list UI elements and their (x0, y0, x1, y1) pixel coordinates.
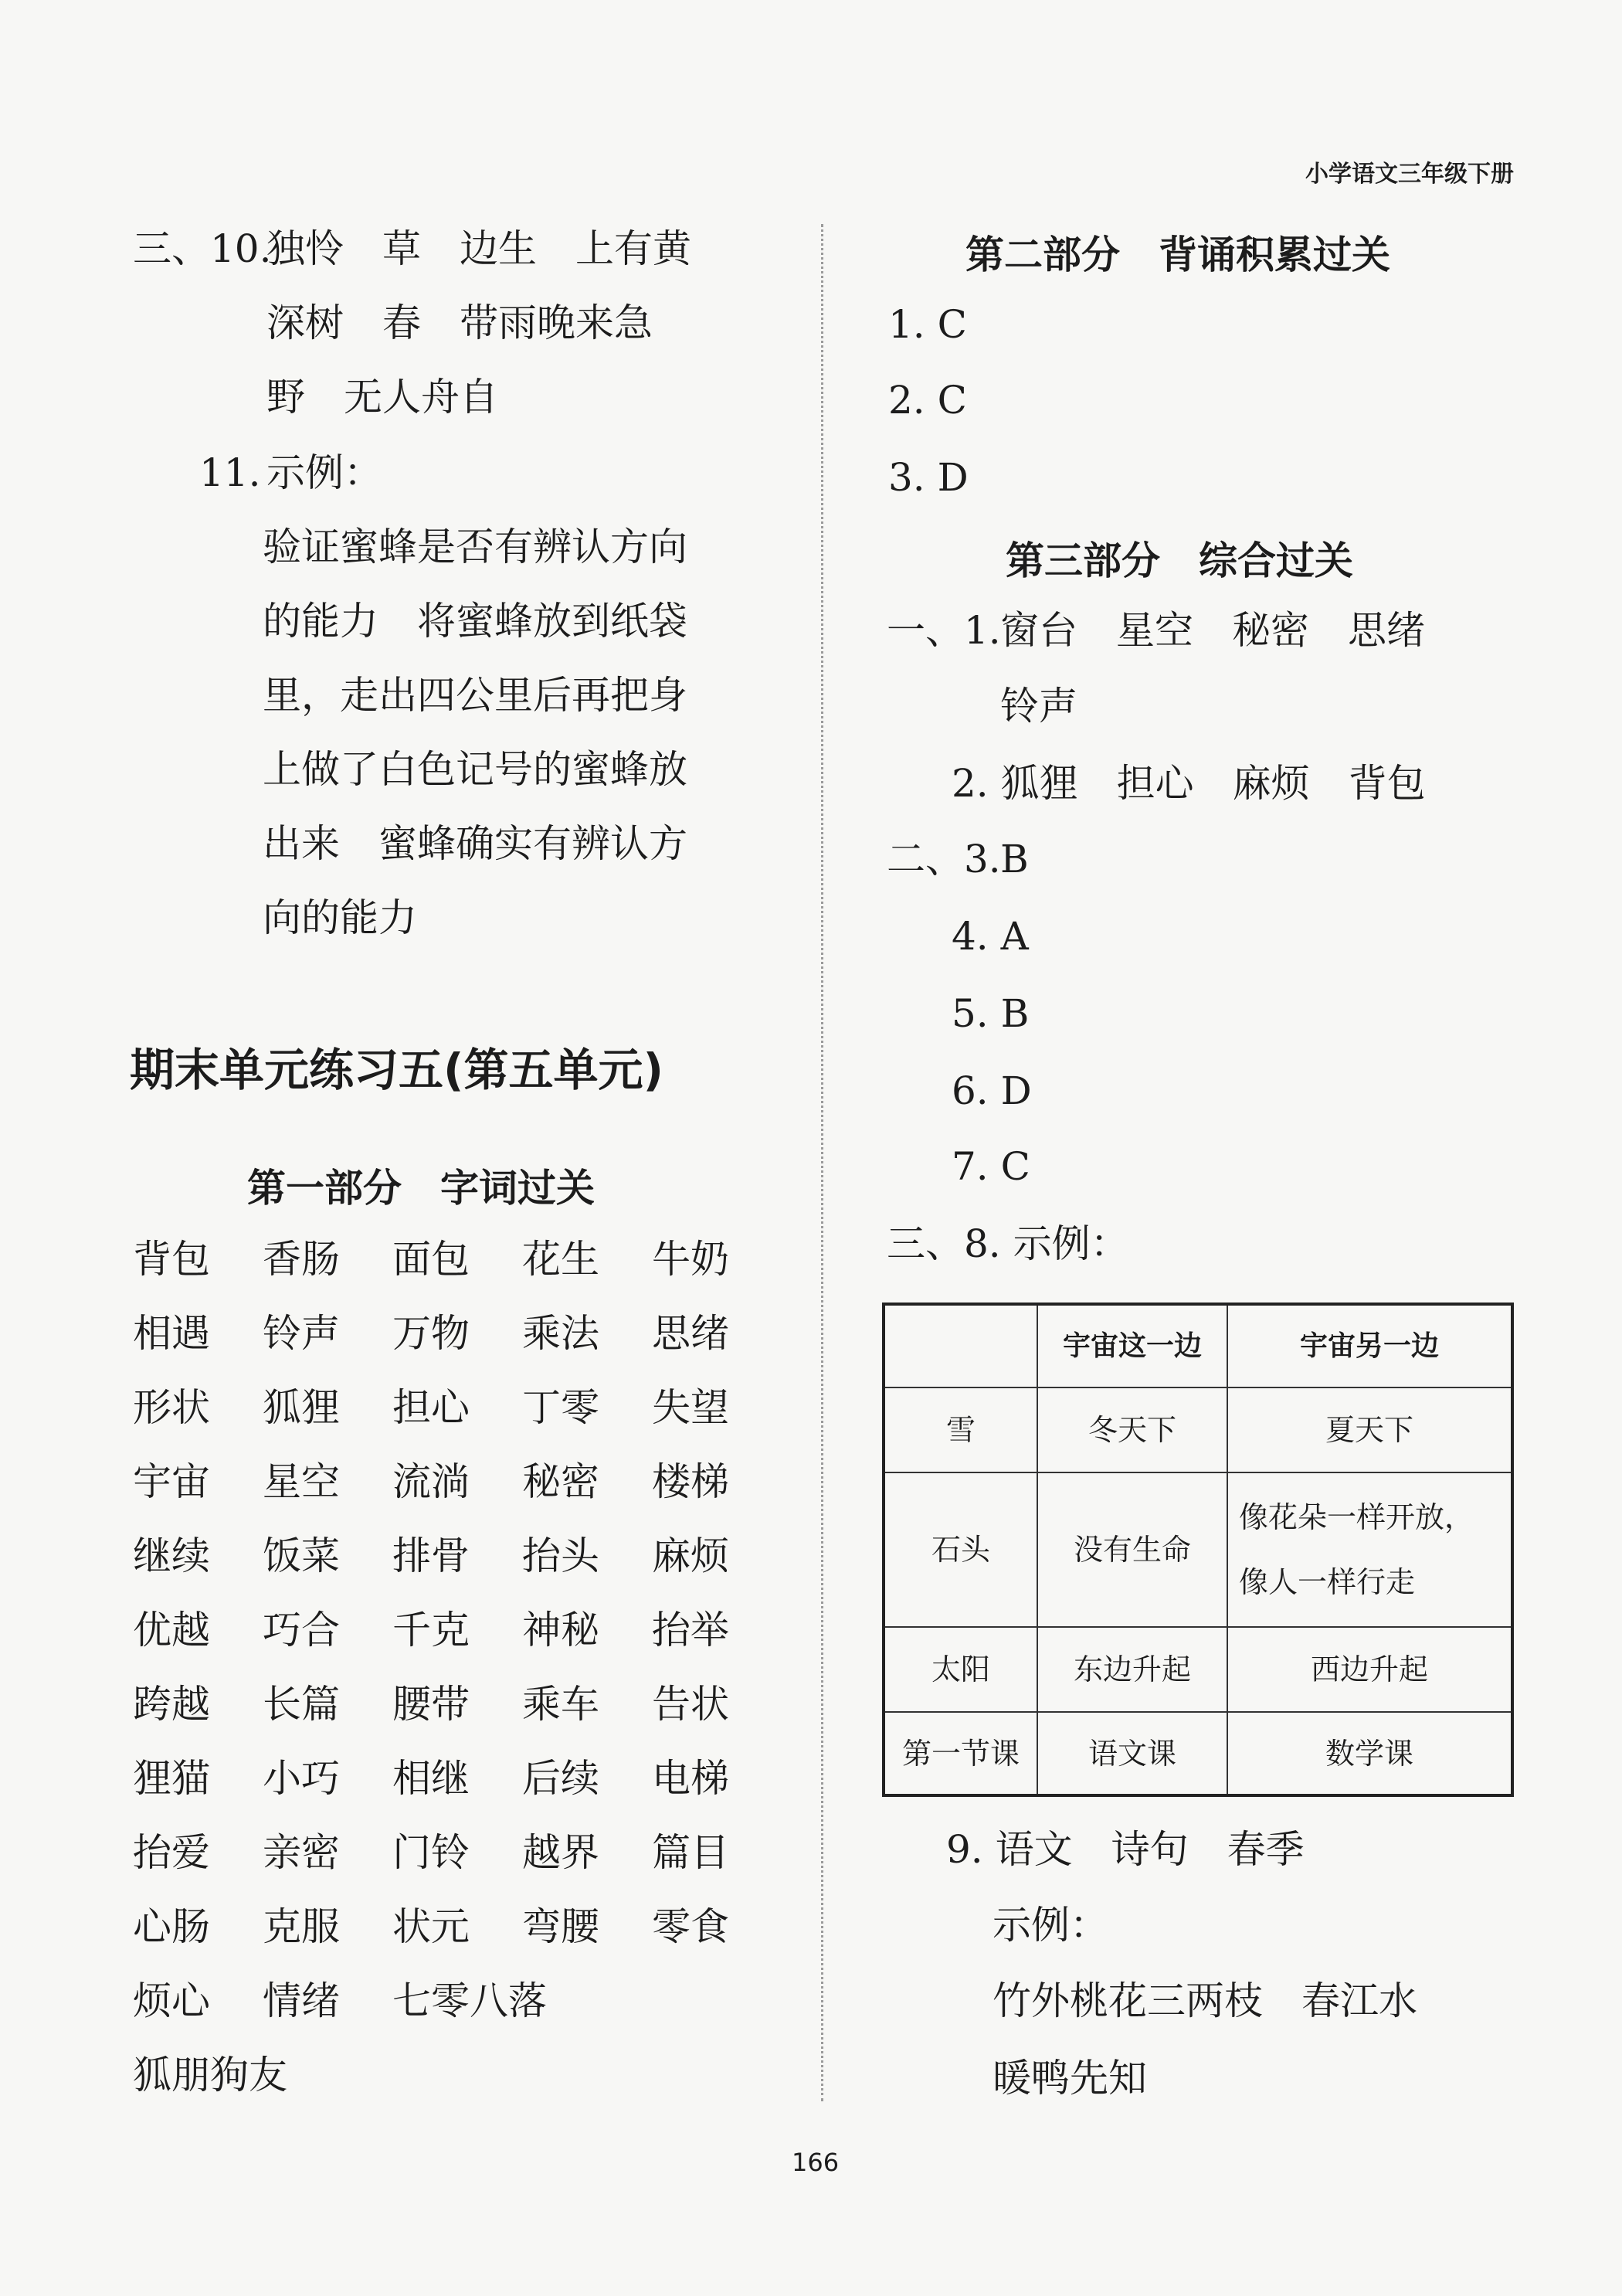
part1-title: 第一部分 字词过关 (247, 1166, 595, 1211)
table-row (884, 1387, 1512, 1472)
vocab-word: 饭菜 (263, 1533, 340, 1578)
part2-answer: 2. C (888, 378, 967, 423)
vocab-word: 思绪 (652, 1311, 729, 1356)
vocab-word: 继续 (133, 1533, 210, 1578)
vocab-word: 后续 (522, 1756, 599, 1801)
q10-line-2: 深树 春 带雨晚来急 (266, 301, 653, 345)
q10-label: 三、10. (133, 226, 272, 271)
table-cell-line: 像人一样行走 (1239, 1565, 1416, 1599)
vocab-word: 狸猫 (133, 1756, 210, 1801)
q10-line-1: 独怜 草 边生 上有黄 (266, 226, 691, 271)
book-title: 小学语文三年级下册 (1305, 161, 1514, 188)
vocab-row (133, 1236, 782, 1310)
vocab-word: 失望 (652, 1385, 729, 1430)
vocab-word: 形状 (133, 1385, 210, 1430)
vocab-word: 亲密 (263, 1830, 340, 1875)
vocab-word: 零食 (652, 1904, 729, 1949)
table-cell: 冬天下 (1037, 1387, 1227, 1472)
q8-label: 三、8. 示例： (887, 1221, 1129, 1266)
vocab-word: 狐狸 (263, 1385, 340, 1430)
vocab-word: 香肠 (263, 1237, 340, 1282)
vocab-word: 狐朋狗友 (133, 2053, 287, 2097)
vocab-word: 抬爱 (133, 1830, 210, 1875)
table-header-row (884, 1304, 1512, 1387)
mc-answer: 7. C (952, 1144, 1030, 1189)
vocab-word: 心肠 (133, 1904, 210, 1949)
table-cell: 东边升起 (1037, 1627, 1227, 1712)
table-cell: 数学课 (1227, 1712, 1512, 1795)
q11-line: 验证蜜蜂是否有辨认方向 (263, 525, 687, 569)
vocab-word: 乘法 (522, 1311, 599, 1356)
part2-title: 第二部分 背诵积累过关 (965, 233, 1390, 277)
q11-line: 出来 蜜蜂确实有辨认方 (263, 821, 687, 866)
vocab-word: 告状 (652, 1682, 729, 1727)
vocab-word: 门铃 (392, 1830, 470, 1875)
vocab-word: 宇宙 (133, 1459, 210, 1504)
q11-line: 里，走出四公里后再把身 (263, 673, 687, 718)
vocab-grid (133, 1236, 782, 2126)
table-row (884, 1627, 1512, 1712)
vocab-word: 牛奶 (652, 1237, 729, 1282)
vocab-word: 越界 (522, 1830, 599, 1875)
q3-answer: B (1000, 837, 1029, 881)
vocab-word: 状元 (392, 1904, 470, 1949)
vocab-word: 七零八落 (392, 1978, 547, 2023)
vocab-row (133, 1755, 782, 1829)
vocab-word: 楼梯 (652, 1459, 729, 1504)
q11-label: 11. (199, 450, 261, 495)
q10-line-3: 野 无人舟自 (266, 375, 498, 419)
q9-intro: 示例： (993, 1903, 1108, 1948)
mc-answer: 4. A (952, 914, 1029, 959)
vocab-row (133, 1978, 782, 2052)
vocab-row (133, 1829, 782, 1904)
vocab-word: 抬举 (652, 1608, 729, 1652)
sec1-line-2: 铃声 (1000, 684, 1077, 729)
vocab-row (133, 2052, 782, 2126)
part2-answer: 3. D (888, 455, 969, 500)
table-cell-line: 像花朵一样开放， (1239, 1500, 1474, 1534)
vocab-word: 腰带 (392, 1682, 470, 1727)
vocab-word: 星空 (263, 1459, 340, 1504)
q11-line: 的能力 将蜜蜂放到纸袋 (263, 599, 687, 644)
unit-title: 期末单元练习五(第五单元) (130, 1044, 664, 1096)
vocab-word: 情绪 (263, 1978, 340, 2023)
sec1-line-1: 窗台 星空 秘密 思绪 (1000, 608, 1425, 653)
table-cell: 夏天下 (1227, 1387, 1512, 1472)
vocab-word: 小巧 (263, 1756, 340, 1801)
table-cell: 没有生命 (1037, 1472, 1227, 1627)
vocab-word: 弯腰 (522, 1904, 599, 1949)
table-cell-multiline (1227, 1472, 1512, 1627)
vocab-row (133, 1459, 782, 1533)
vocab-row (133, 1384, 782, 1459)
table-cell: 西边升起 (1227, 1627, 1512, 1712)
vocab-row (133, 1904, 782, 1978)
table-cell: 语文课 (1037, 1712, 1227, 1795)
vocab-word: 麻烦 (652, 1533, 729, 1578)
column-divider (821, 224, 823, 2101)
table-cell: 第一节课 (884, 1712, 1037, 1795)
q2-answer: 2. 狐狸 担心 麻烦 背包 (952, 761, 1426, 806)
table-cell: 太阳 (884, 1627, 1037, 1712)
vocab-word: 长篇 (263, 1682, 340, 1727)
vocab-word: 乘车 (522, 1682, 599, 1727)
vocab-word: 优越 (133, 1608, 210, 1652)
vocab-word: 担心 (392, 1385, 470, 1430)
vocab-word: 跨越 (133, 1682, 210, 1727)
vocab-word: 抬头 (522, 1533, 599, 1578)
vocab-row (133, 1533, 782, 1607)
vocab-word: 克服 (263, 1904, 340, 1949)
vocab-word: 电梯 (652, 1756, 729, 1801)
table-header-cell (884, 1304, 1037, 1387)
vocab-word: 相遇 (133, 1311, 210, 1356)
table-header-cell: 宇宙另一边 (1227, 1304, 1512, 1387)
table-row (884, 1472, 1512, 1627)
q11-line: 上做了白色记号的蜜蜂放 (263, 747, 687, 792)
vocab-row (133, 1681, 782, 1755)
vocab-row (133, 1607, 782, 1681)
vocab-word: 巧合 (263, 1608, 340, 1652)
answer-table (882, 1303, 1514, 1797)
vocab-word: 千克 (392, 1608, 470, 1652)
q9-line-3: 暖鸭先知 (993, 2056, 1147, 2101)
vocab-word: 相继 (392, 1756, 470, 1801)
vocab-word: 铃声 (263, 1311, 340, 1356)
page-number: 166 (792, 2148, 840, 2177)
vocab-word: 背包 (133, 1237, 210, 1282)
vocab-word: 花生 (522, 1237, 599, 1282)
part3-title: 第三部分 综合过关 (1006, 538, 1353, 583)
part2-answer: 1. C (888, 302, 967, 347)
q9-line-2: 竹外桃花三两枝 春江水 (993, 1978, 1417, 2023)
sec1-label: 一、1. (887, 608, 1001, 653)
vocab-word: 万物 (392, 1311, 470, 1356)
vocab-word: 篇目 (652, 1830, 729, 1875)
mc-answer: 5. B (952, 991, 1030, 1036)
mc-answer: 6. D (952, 1068, 1032, 1113)
vocab-word: 丁零 (522, 1385, 599, 1430)
table-cell: 雪 (884, 1387, 1037, 1472)
vocab-word: 神秘 (522, 1608, 599, 1652)
sec2-label: 二、3. (887, 837, 1001, 881)
vocab-row (133, 1310, 782, 1384)
vocab-word: 面包 (392, 1237, 470, 1282)
vocab-word: 排骨 (392, 1533, 470, 1578)
vocab-word: 秘密 (522, 1459, 599, 1504)
table-cell: 石头 (884, 1472, 1037, 1627)
q9-line-1: 9. 语文 诗句 春季 (946, 1827, 1305, 1872)
vocab-word: 流淌 (392, 1459, 470, 1504)
q11-intro: 示例： (266, 450, 382, 495)
table-header-cell: 宇宙这一边 (1037, 1304, 1227, 1387)
table-row (884, 1712, 1512, 1795)
vocab-word: 烦心 (133, 1978, 210, 2023)
q11-line: 向的能力 (263, 895, 417, 940)
